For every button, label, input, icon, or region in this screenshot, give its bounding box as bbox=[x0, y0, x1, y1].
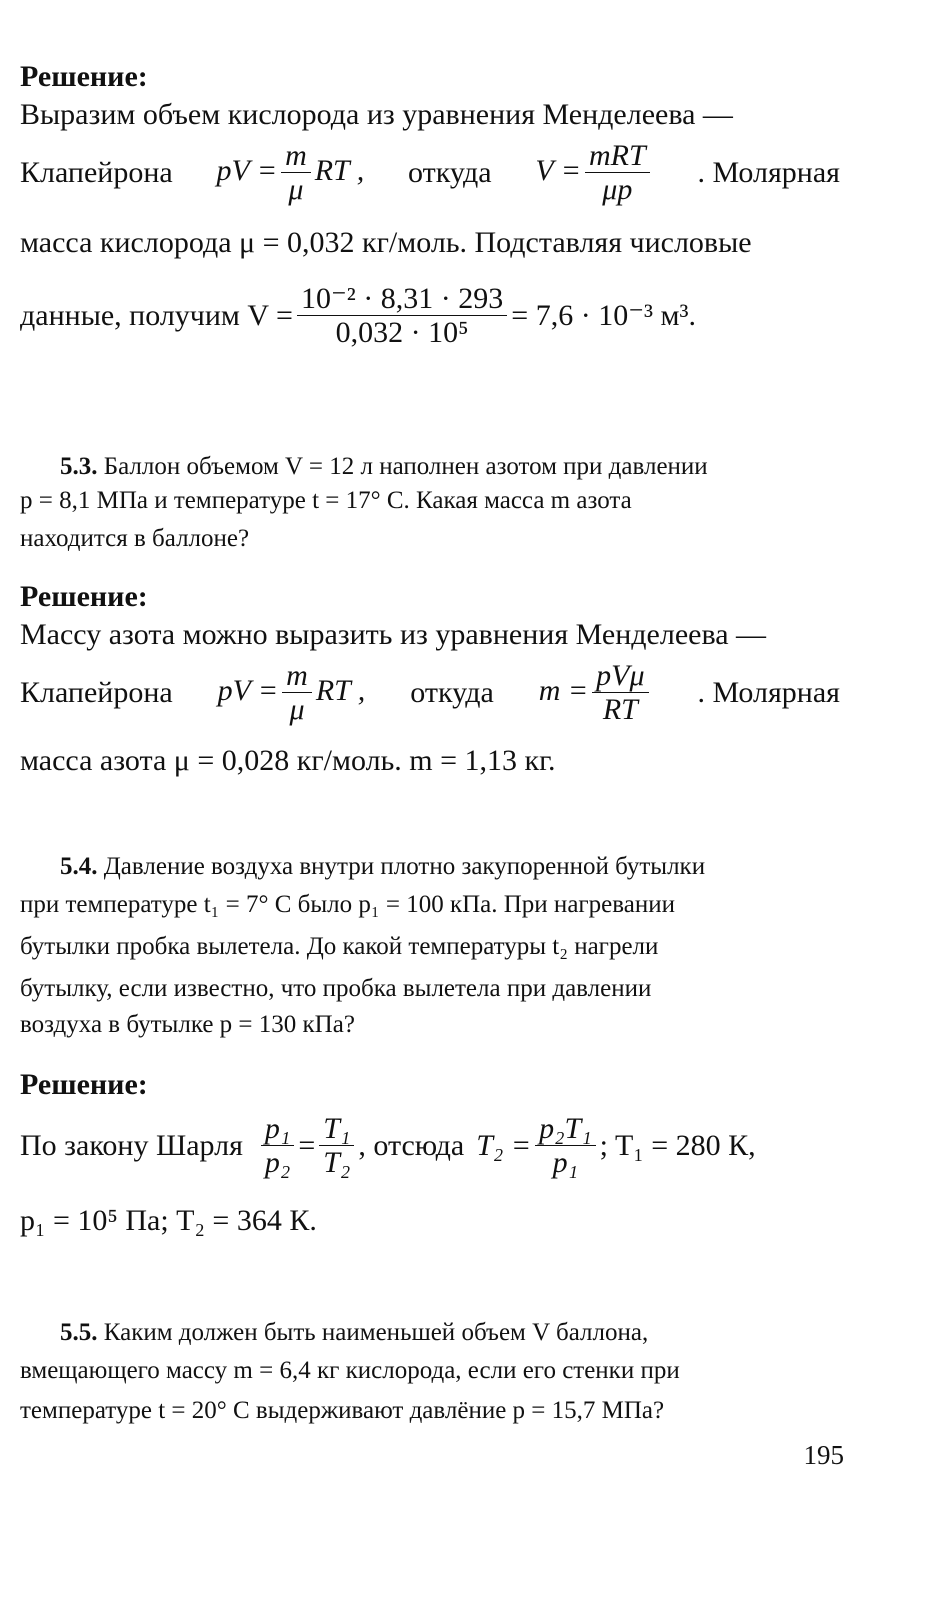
text-line: масса кислорода μ = 0,032 кг/моль. Подставляя числовые bbox=[20, 226, 752, 259]
text-line: при температуре t₁ = 7° С было p₁ = 100 кПа. При нагревании bbox=[20, 891, 675, 918]
text-word: По закону Шарля bbox=[20, 1129, 243, 1162]
solution-heading: Решение: bbox=[20, 1068, 148, 1101]
solution-heading: Решение: bbox=[20, 60, 148, 93]
text-word: . Молярная bbox=[697, 156, 840, 189]
text-word: откуда bbox=[408, 156, 492, 189]
equation-line bbox=[20, 1106, 756, 1186]
text-line: воздуха в бутылке p = 130 кПа? bbox=[20, 1011, 355, 1038]
text-line: Каким должен быть наименьшей объем V баллона, bbox=[103, 1319, 649, 1346]
problem-first-line bbox=[60, 852, 705, 882]
formula-mendeleev: pV = $\frac{m}{\mu}$ RT , bbox=[216, 138, 365, 206]
solution-heading: Решение: bbox=[20, 580, 148, 613]
problem-number: 5.4. bbox=[60, 853, 98, 880]
text-line: температуре t = 20° С выдерживают давлёние p = 15,7 МПа? bbox=[20, 1397, 665, 1424]
text-line: вмещающего массу m = 6,4 кг кислорода, если его стенки при bbox=[20, 1357, 680, 1384]
text-line: Выразим объем кислорода из уравнения Менделеева — bbox=[20, 98, 733, 131]
text-line: Давление воздуха внутри плотно закупоренной бутылки bbox=[103, 853, 706, 880]
text-line: p₁ = 10⁵ Па; T₂ = 364 К. bbox=[20, 1204, 317, 1237]
formula-p-ratio: $\frac{\text{p₁}}{\text{p₂}}$ bbox=[261, 1112, 294, 1181]
problem-number: 5.5. bbox=[60, 1319, 98, 1346]
equals-sign: = bbox=[298, 1129, 316, 1162]
equation-line bbox=[20, 276, 696, 356]
problem-first-line bbox=[60, 1318, 648, 1348]
text-line: Массу азота можно выразить из уравнения Менделеева — bbox=[20, 618, 767, 651]
text-word: Клапейрона bbox=[20, 156, 173, 189]
text-word: откуда bbox=[410, 676, 494, 709]
formula-value: ; T₁ = 280 К, bbox=[599, 1129, 756, 1162]
text-word: данные, получим V = bbox=[20, 299, 293, 332]
text-line: p = 8,1 МПа и температуре t = 17° С. Какая масса m азота bbox=[20, 487, 632, 514]
text-word: . Молярная bbox=[697, 676, 840, 709]
problem-first-line bbox=[60, 452, 708, 482]
text-line: Баллон объемом V = 12 л наполнен азотом при давлении bbox=[103, 453, 708, 480]
text-line: масса азота μ = 0,028 кг/моль. m = 1,13 кг. bbox=[20, 744, 556, 777]
text-line: бутылки пробка вылетела. До какой температуры t₂ нагрели bbox=[20, 933, 659, 960]
formula-t-ratio: $\frac{\text{T₁}}{\text{T₂}}$ bbox=[319, 1112, 354, 1181]
text-line: бутылку, если известно, что пробка вылетела при давлении bbox=[20, 975, 652, 1002]
formula-mass: m = $\frac{\text{pVμ}}{RT}$ bbox=[539, 659, 653, 728]
formula-mendeleev: pV = $\frac{m}{\mu}$ RT , bbox=[217, 658, 366, 726]
formula-result: = 7,6 · 10⁻³ м³. bbox=[511, 299, 696, 332]
formula-fraction: $\frac{\text{10⁻² · 8,31 · 293}}{\text{0,032 · 10⁵}}$ bbox=[297, 282, 507, 351]
problem-number: 5.3. bbox=[60, 453, 98, 480]
equation-line bbox=[20, 658, 840, 728]
formula-t2: $\frac{\text{p₂T₁}}{\text{p₁}}$ bbox=[535, 1112, 596, 1181]
formula-volume: V = $\frac{\text{mRT}}{\mu p}$ bbox=[535, 139, 653, 208]
formula-lhs: T₂ = bbox=[476, 1129, 532, 1162]
text-line: находится в баллоне? bbox=[20, 525, 250, 552]
text-word: Клапейрона bbox=[20, 676, 173, 709]
page-number: 195 bbox=[803, 1440, 844, 1470]
text-word: , отсюда bbox=[358, 1129, 465, 1162]
equation-line bbox=[20, 138, 840, 208]
